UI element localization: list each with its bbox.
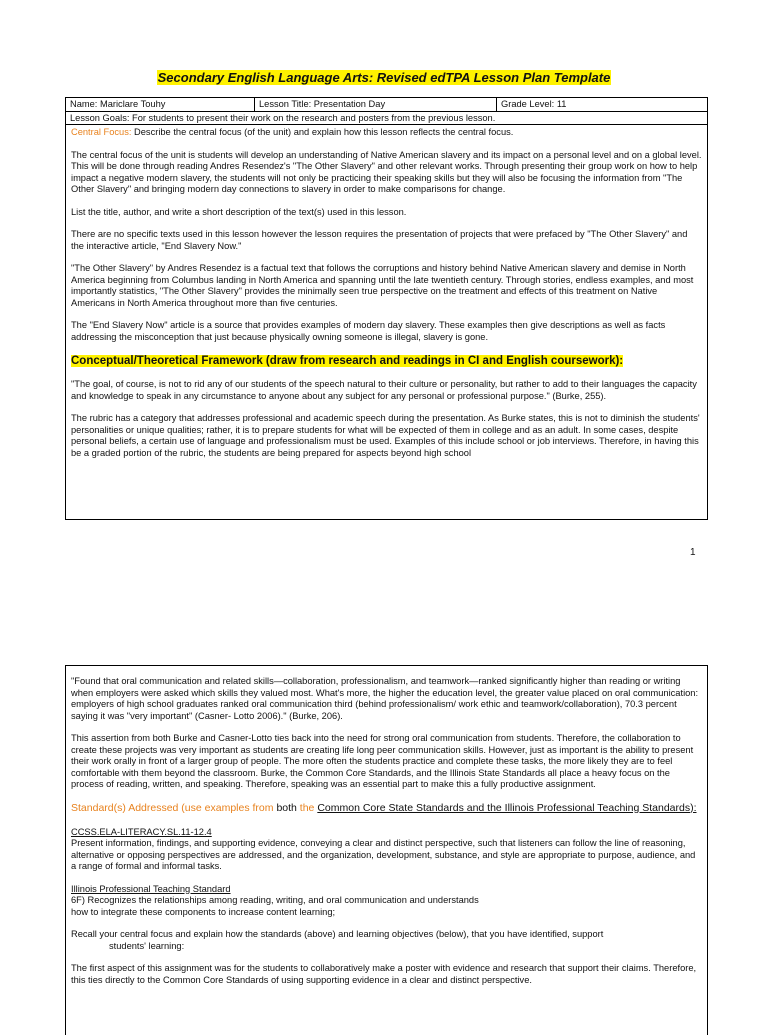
central-focus-label: Central Focus: — [71, 127, 132, 137]
first-aspect-paragraph: The first aspect of this assignment was for the students to collaboratively make a poster with evidence and research that support their claims. Therefore, this ties directly to the Common Core Standards of using supporting evidence in a clear and distinct perspective. — [71, 963, 697, 985]
texts-prompt: List the title, author, and write a short description of the text(s) used in this lesson. — [71, 206, 407, 217]
teacher-name: Name: Mariclare Touhy — [66, 98, 255, 111]
ipts-line-1: 6F) Recognizes the relationships among reading, writing, and oral communication and understands — [71, 895, 479, 905]
end-slavery-now-paragraph: The "End Slavery Now" article is a source that provides examples of modern day slavery. These examples then give descriptions as well as facts addressing the misconception that just because physically owning someone is illegal, slavery is gone. — [71, 320, 666, 342]
ipts-heading: Illinois Professional Teaching Standard — [71, 883, 231, 894]
framework-rubric: The rubric has a category that addresses professional and academic speech during the presentation. As Burke states, this is not to diminish the students' personalities or unique qualities; rather, it is to prepare students for what will be expected of them in college and as an adult. In some cases, despite personal beliefs, a certain use of language and professionalism must be used. Examples of this include school or job interviews. Therefore, in having this be a graded portion of the rubric, the students are being prepared for aspects beyond high school — [71, 413, 700, 458]
lesson-title: Lesson Title: Presentation Day — [255, 98, 497, 111]
ccss-code: CCSS.ELA-LITERACY.SL.11-12.4 — [71, 826, 212, 837]
other-slavery-paragraph: "The Other Slavery" by Andres Resendez is a factual text that follows the corruptions and history behind Native American slavery and demise in North America beginning from Columbus landing in North America and spanning until the late twentieth century. Through stories, endless examples, and most importantly statistics, "The Other Slavery" provides the minimally seen true perspective on the treatment and effects of this treatment on Native Americans in North America throughout more than five centuries. — [71, 263, 694, 308]
page-1-content — [66, 125, 707, 459]
central-focus-prompt: Central Focus: Describe the central focus (of the unit) and explain how this lesson reflects the central focus. — [71, 127, 514, 137]
standards-link: Common Core State Standards and the Illinois Professional Teaching Standards): — [317, 801, 697, 814]
document-title: Secondary English Language Arts: Revised edTPA Lesson Plan Template — [157, 70, 611, 85]
texts-paragraph: There are no specific texts used in this lesson however the lesson requires the presentation of projects that were prefaced by "The Other Slavery" and the interactive article, "End Slavery Now." — [71, 229, 688, 251]
lesson-plan-page-2 — [65, 665, 708, 1035]
oral-communication-quote: "Found that oral communication and related skills—collaboration, professionalism, and teamwork—ranked significantly higher than reading or writing when employers were asked which skills they valued most. What's more, the higher the education level, the greater value placed on oral communication: employers of high school graduates ranked oral communication third (behind professionalism/ work ethic and teamwork/collaboration), 70.3 percent saying it was "very important" (Casner- Lotto 2006)." (Burke, 206). — [71, 676, 699, 721]
framework-heading: Conceptual/Theoretical Framework (draw from research and readings in CI and English coursework): — [71, 355, 624, 367]
grade-level: Grade Level: 11 — [501, 99, 567, 109]
recall-line-2: students' learning: — [109, 940, 185, 951]
ccss-text: Present information, findings, and supporting evidence, conveying a clear and distinct perspective, such that listeners can follow the line of reasoning, alternative or opposing perspectives are addressed, and the organization, development, substance, and style are appropriate to purpose, audience, and a range of formal and informal tasks. — [71, 838, 696, 871]
lesson-goals: Lesson Goals: For students to present their work on the research and posters from the previous lesson. — [66, 112, 707, 125]
header-row — [66, 98, 707, 112]
framework-quote: "The goal, of course, is not to rid any of our students of the speech natural to their culture or personality, but rather to add to their languages the capacity and knowledge to speak in any circumstance to anyone about any subject for any personal or professional purpose." (Burke, 255). — [71, 379, 697, 401]
page-number: 1 — [690, 547, 696, 558]
page-2-content — [66, 666, 707, 986]
lesson-plan-page-1 — [65, 97, 708, 520]
central-focus-paragraph: The central focus of the unit is students will develop an understanding of Native American slavery and its impact on a personal level and on a global level. This will be done through reading Andres Resendez's "The Other Slavery" and other relevant works. Through presenting their group work on how to help impact a negative modern slavery, the students will not only be practicing their speaking skills but they will also be focusing the information from "The Other Slavery" and bringing modern day connections to slavery in order to make comparisons for change. — [71, 149, 702, 194]
assertion-paragraph: This assertion from both Burke and Casner-Lotto ties back into the need for strong oral communication from students. Therefore, the collaboration to create these projects was very important as students are creating life long peer communication skills. However, just as important is the ability to present their work orally in front of a larger group of people. The more often the students practice and complete these tasks, the more likely they are to feel comfortable with them beyond the classroom. Burke, the Common Core Standards, and the Illinois State Standards all place a heavy focus on the process of reading, written, and speaking. Therefore, speaking was an essential part to make this a fully productive assignment. — [71, 733, 694, 789]
recall-line-1: Recall your central focus and explain how the standards (above) and learning objectives (below), that you have identified, support — [71, 929, 604, 939]
standards-label: Standard(s) Addressed (use examples from both the Common Core State Standards and the Illinois Professional Teaching Standards): — [71, 801, 697, 814]
ipts-line-2: how to integrate these components to increase content learning; — [71, 906, 336, 917]
